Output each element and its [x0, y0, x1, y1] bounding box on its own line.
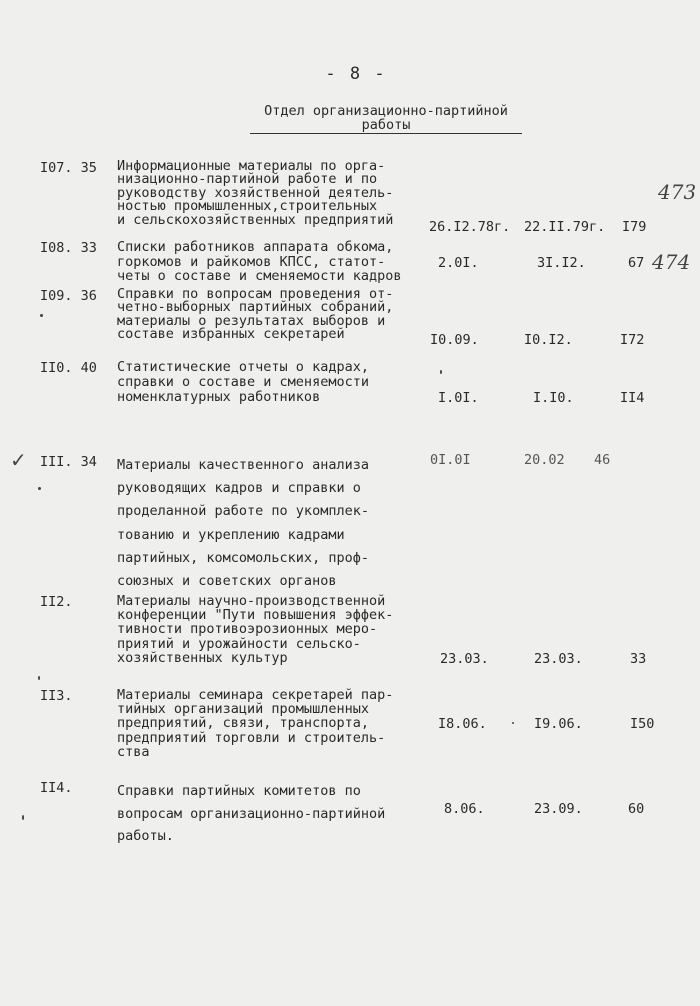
item-description: [117, 594, 422, 665]
ink-speck: [38, 676, 40, 680]
item-number: II0. 40: [40, 360, 97, 376]
item-number: III. 34: [40, 454, 97, 470]
description-line: и сельскохозяйственных предприятий: [117, 211, 394, 228]
start-date: 8.06.: [444, 801, 485, 817]
page-number: - 8 -: [325, 64, 387, 84]
description-line: составе избранных секретарей: [117, 326, 345, 343]
sheet-count: II4: [620, 390, 645, 406]
end-date: I0.I2.: [524, 332, 573, 348]
end-date: 23.03.: [534, 651, 583, 667]
item-description: [117, 160, 422, 227]
ink-speck: [512, 722, 514, 724]
item-number: II3.: [40, 688, 73, 704]
item-number: II2.: [40, 594, 73, 610]
description-line: предприятий торговли и строитель-: [117, 729, 386, 746]
end-date: I9.06.: [534, 716, 583, 732]
description-line: руководящих кадров и справки о: [117, 480, 361, 497]
start-date: I.0I.: [438, 390, 479, 406]
description-line: тивности противоэрозионных меро-: [117, 621, 378, 638]
item-number: I08. 33: [40, 240, 97, 256]
description-line: Статистические отчеты о кадрах,: [117, 359, 369, 375]
description-line: ностью промышленных,строительных: [117, 198, 378, 215]
description-line: Материалы семинара секретарей пар-: [117, 687, 394, 703]
sheet-count: 67: [628, 255, 645, 271]
ink-speck: [38, 487, 41, 490]
sheet-count: 33: [630, 651, 647, 667]
handwritten-note-473: 473: [658, 180, 697, 204]
description-line: Справки по вопросам проведения от-: [117, 286, 394, 302]
description-line: конференции "Пути повышения эффек-: [117, 607, 394, 624]
description-line: низационно-партийной работе и по: [117, 171, 378, 188]
item-description: [117, 780, 422, 848]
description-line: проделанной работе по укомплек-: [117, 503, 369, 520]
item-description: [117, 454, 422, 593]
end-date: 23.09.: [534, 801, 583, 817]
description-line: Информационные материалы по орга-: [117, 158, 386, 174]
ink-speck: [22, 815, 24, 820]
sheet-count: 60: [628, 801, 645, 817]
description-line: вопросам организационно-партийной: [117, 805, 386, 822]
ink-speck: [440, 370, 442, 374]
item-number: I09. 36: [40, 288, 97, 304]
description-line: горкомов и райкомов КПСС, статот-: [117, 253, 386, 270]
description-line: тованию и укреплению кадрами: [117, 526, 345, 543]
item-description: [117, 288, 422, 342]
description-line: четно-выборных партийных собраний,: [117, 299, 394, 316]
description-line: предприятий, связи, транспорта,: [117, 715, 369, 732]
description-line: Списки работников аппарата обкома,: [117, 239, 394, 255]
start-date: 2.0I.: [438, 255, 479, 271]
section-title-line-2: работы: [361, 117, 411, 133]
sheet-count: 46: [594, 452, 611, 468]
description-line: партийных, комсомольских, проф-: [117, 549, 369, 566]
section-title: [250, 104, 522, 134]
ink-speck: [40, 314, 43, 317]
end-date: I.I0.: [533, 390, 574, 406]
item-description: [117, 240, 422, 284]
start-date: I0.09.: [430, 332, 479, 348]
description-line: номенклатурных работников: [117, 389, 321, 405]
start-date: 26.I2.78г.: [429, 219, 511, 235]
sheet-count: I72: [620, 332, 645, 348]
description-line: материалы о результатах выборов и: [117, 312, 386, 329]
description-line: хозяйственных культур: [117, 649, 288, 666]
description-line: Материалы качественного анализа: [117, 457, 369, 473]
start-date: 23.03.: [440, 651, 489, 667]
description-line: Материалы научно-производственной: [117, 593, 386, 609]
handwritten-check-mark: ✓: [10, 448, 27, 472]
end-date: 22.II.79г.: [524, 219, 606, 235]
description-line: союзных и советских органов: [117, 573, 337, 590]
description-line: справки о составе и сменяемости: [117, 374, 369, 390]
sheet-count: I79: [622, 219, 647, 235]
start-date: I8.06.: [438, 716, 487, 732]
description-line: работы.: [117, 828, 174, 844]
description-line: приятий и урожайности сельско-: [117, 635, 361, 652]
item-number: II4.: [40, 780, 73, 796]
end-date: 20.02: [524, 452, 565, 468]
description-line: тийных организаций промышленных: [117, 701, 369, 718]
description-line: четы о составе и сменяемости кадров: [117, 268, 402, 284]
handwritten-note-474: 474: [652, 250, 691, 274]
description-line: ства: [117, 743, 150, 760]
section-title-line-1: Отдел организационно-партийной: [264, 103, 508, 119]
sheet-count: I50: [630, 716, 655, 732]
item-description: [117, 360, 422, 405]
end-date: 3I.I2.: [537, 255, 586, 271]
description-line: руководству хозяйственной деятель-: [117, 184, 394, 201]
start-date: 0I.0I: [430, 452, 471, 468]
item-number: I07. 35: [40, 160, 97, 176]
description-line: Справки партийных комитетов по: [117, 783, 361, 799]
item-description: [117, 688, 422, 759]
